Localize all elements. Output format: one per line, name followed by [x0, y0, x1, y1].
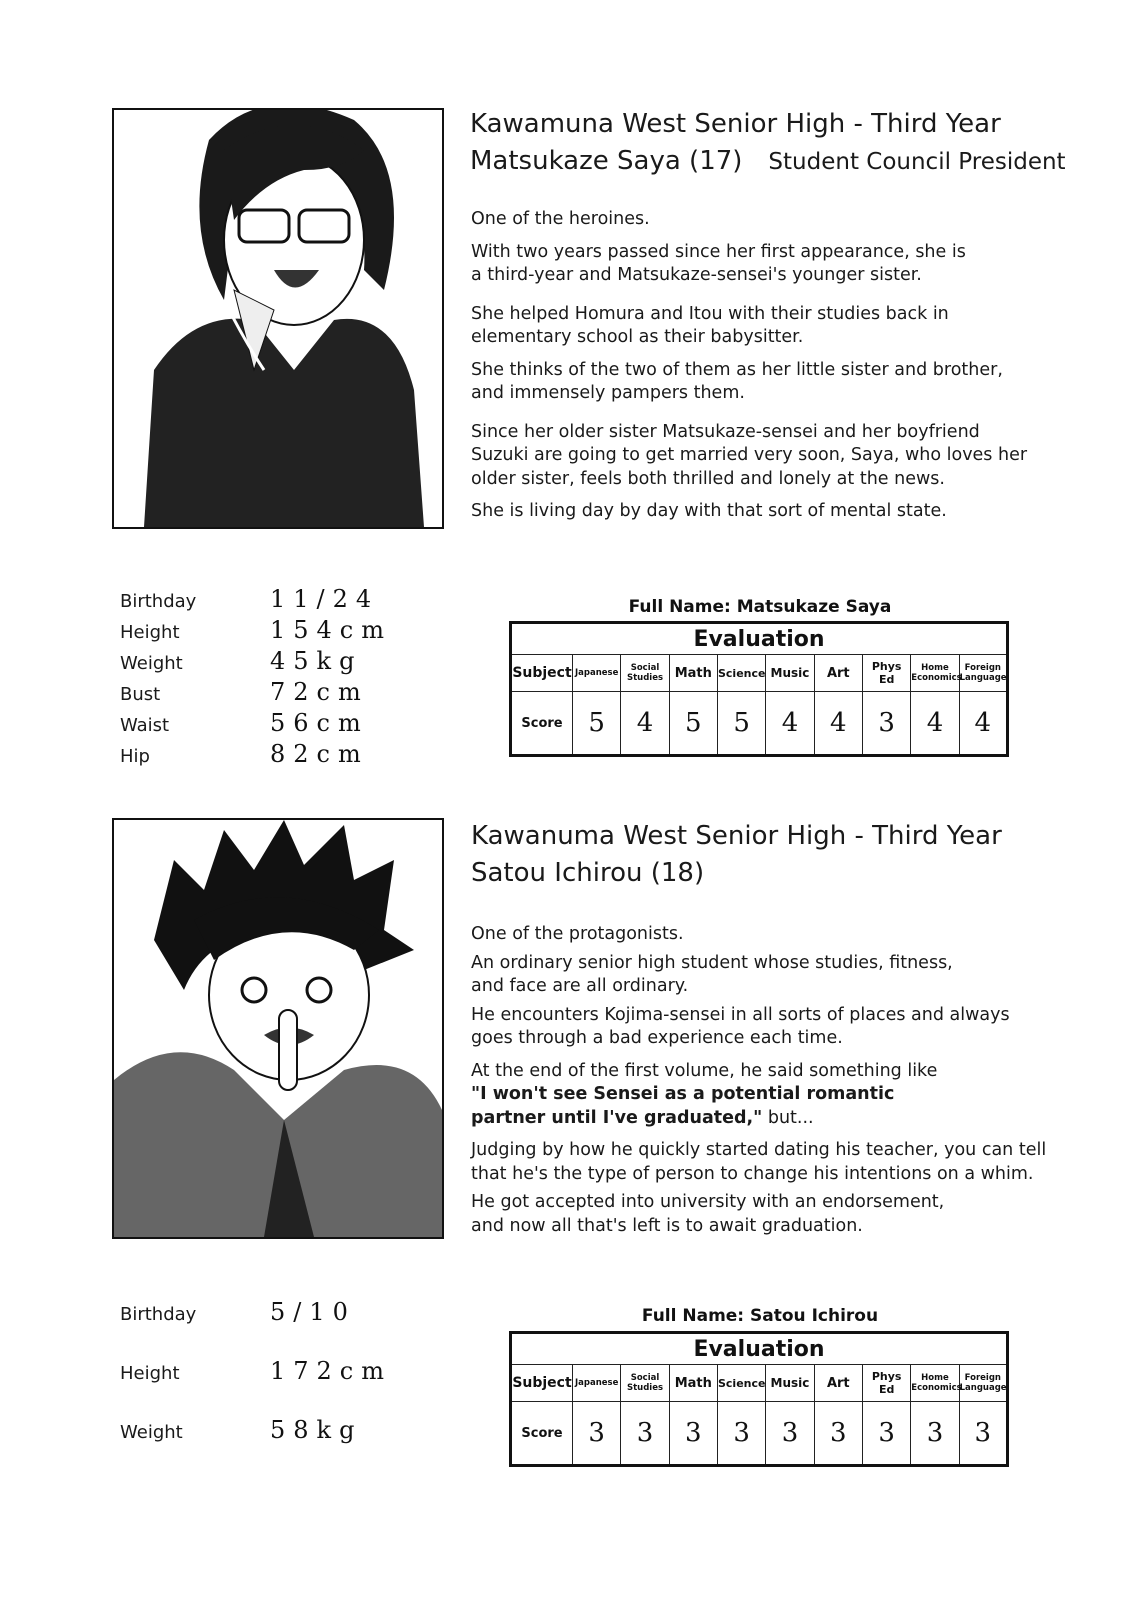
stat-row: Height 154cm: [120, 616, 393, 644]
stat-row: Birthday 5/10: [120, 1298, 356, 1326]
stat-row: Bust 72cm: [120, 678, 369, 706]
character-description: [471, 208, 1051, 533]
description-paragraph: He encounters Kojima-sensei in all sorts of places and always goes through a bad experience each time.: [471, 1004, 1010, 1048]
stat-row: Height 172cm: [120, 1357, 393, 1385]
description-paragraph: An ordinary senior high student whose studies, fitness, and face are all ordinary.: [471, 952, 953, 996]
portrait-illustration-icon: [114, 110, 442, 527]
stat-row: Hip 82cm: [120, 740, 369, 768]
description-paragraph: With two years passed since her first appearance, she is a third-year and Matsukaze-sensei's younger sister.: [471, 241, 966, 285]
evaluation-title: Evaluation: [511, 1333, 1008, 1365]
stat-row: Waist 56cm: [120, 709, 369, 737]
portrait-illustration-icon: [114, 820, 442, 1237]
subject-row: Subject Japanese Social Studies Math Science Music Art Phys Ed Home Economics Foreign Language: [511, 655, 1008, 692]
full-name-label: Full Name: Satou Ichirou: [641, 1306, 879, 1326]
school-line: Kawanuma West Senior High - Third Year: [471, 821, 1002, 851]
stat-row: Weight 58kg: [120, 1416, 363, 1444]
character-name: Satou Ichirou (18): [471, 858, 705, 888]
description-paragraph: She is living day by day with that sort of mental state.: [471, 501, 947, 521]
character-description: [471, 923, 1051, 1247]
subject-row: Subject Japanese Social Studies Math Science Music Art Phys Ed Home Economics Foreign Language: [511, 1365, 1008, 1402]
character-portrait-saya: [112, 108, 444, 529]
description-paragraph: He got accepted into university with an endorsement, and now all that's left is to await graduation.: [471, 1192, 945, 1236]
description-paragraph: Judging by how he quickly started dating his teacher, you can tell that he's the type of person to change his intentions on a whim.: [471, 1140, 1047, 1184]
evaluation-table: [509, 621, 1009, 757]
evaluation-table: [509, 1331, 1009, 1467]
character-header: [471, 818, 1002, 892]
stat-row: Birthday 11/24: [120, 585, 380, 613]
score-row: Score 3 3 3 3 3 3 3 3 3: [511, 1402, 1008, 1466]
description-paragraph: At the end of the first volume, he said something like "I won't see Sensei as a potential romantic partner until I've graduated," but...: [471, 1060, 938, 1128]
score-row: Score 5 4 5 5 4 4 3 4 4: [511, 692, 1008, 756]
character-role: Student Council President: [768, 149, 1066, 175]
description-paragraph: One of the protagonists.: [471, 924, 684, 944]
description-paragraph: Since her older sister Matsukaze-sensei and her boyfriend Suzuki are going to get married very soon, Saya, who loves her older sister, feels both thrilled and lonely at the news.: [471, 421, 1028, 489]
description-paragraph: One of the heroines.: [471, 209, 650, 229]
description-paragraph: She thinks of the two of them as her little sister and brother, and immensely pampers them.: [471, 359, 1003, 403]
character-stats: [120, 585, 392, 771]
quote-text: "I won't see Sensei as a potential romantic partner until I've graduated,": [471, 1084, 895, 1128]
description-paragraph: She helped Homura and Itou with their studies back in elementary school as their babysitter.: [471, 303, 949, 347]
character-header: [470, 106, 1066, 181]
full-name-label: Full Name: Matsukaze Saya: [628, 597, 892, 617]
stat-row: Weight 45kg: [120, 647, 363, 675]
character-portrait-ichirou: [112, 818, 444, 1239]
evaluation-title: Evaluation: [511, 623, 1008, 655]
school-line: Kawamuna West Senior High - Third Year: [470, 109, 1001, 139]
character-stats: [120, 1298, 392, 1475]
character-name: Matsukaze Saya (17): [470, 146, 743, 176]
